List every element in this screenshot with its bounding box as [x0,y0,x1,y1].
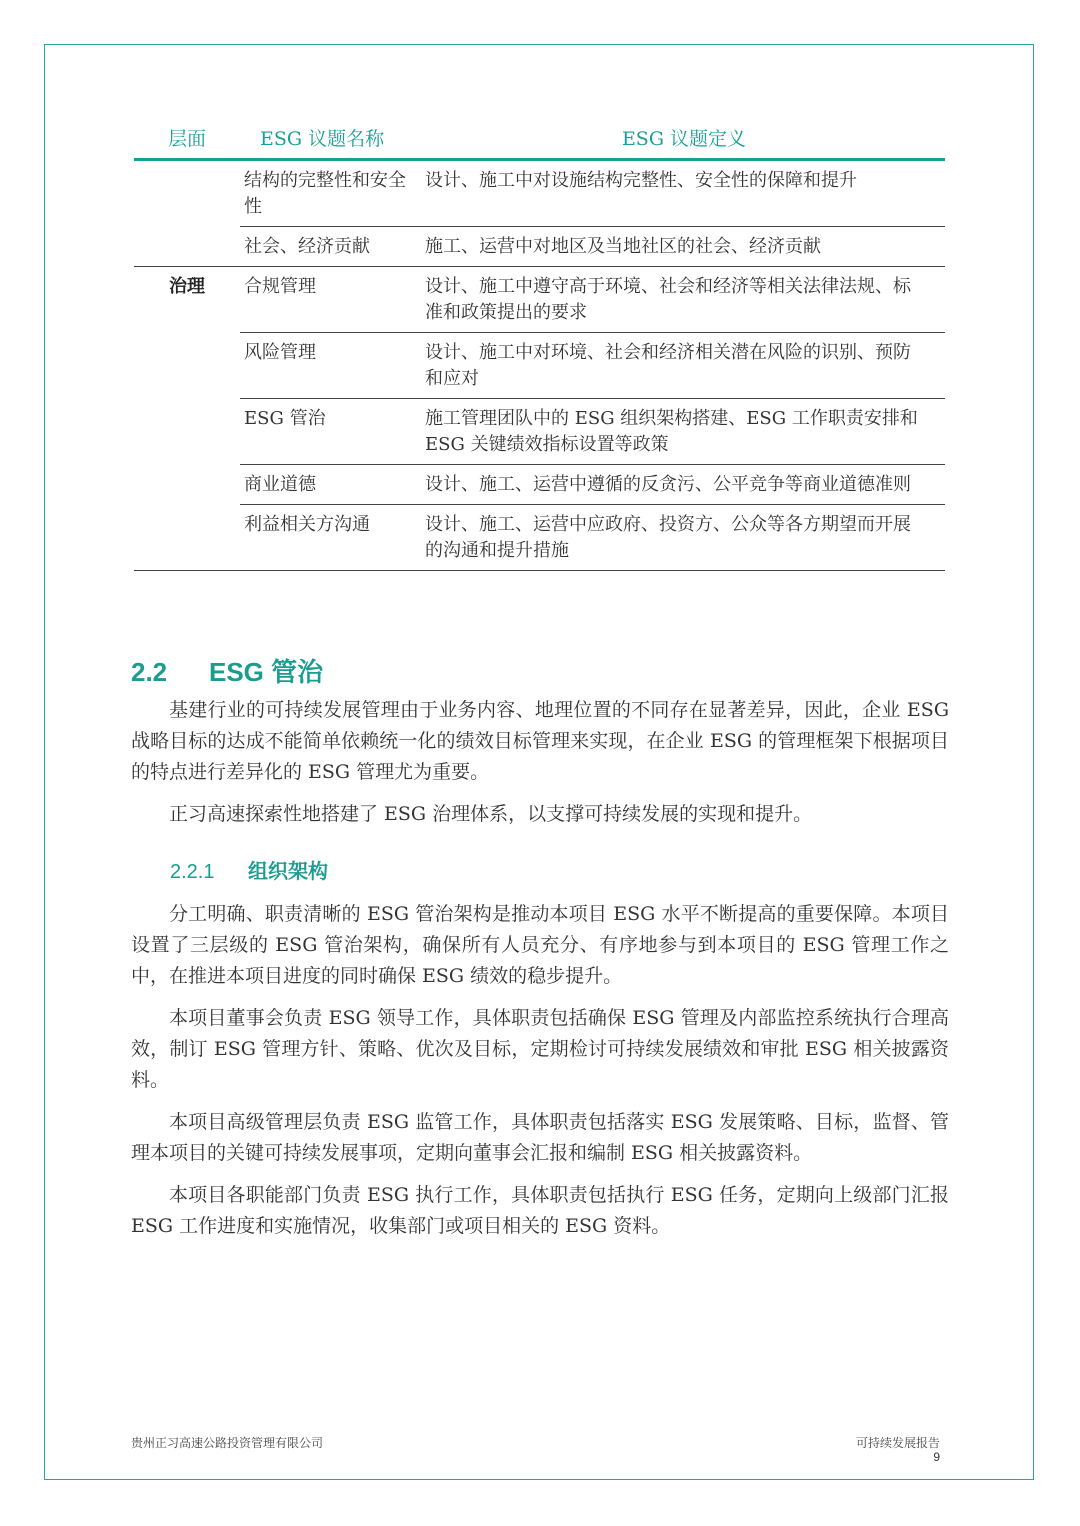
header-topic-name: ESG 议题名称 [240,122,423,160]
table-header-row [134,122,945,160]
esg-topic-table [134,122,945,571]
row-topic-name: 结构的完整性和安全性 [240,160,423,227]
table-row [134,160,945,227]
header-level: 层面 [134,122,240,160]
section-title: ESG 管治 [209,657,324,687]
row-topic-definition: 设计、施工、运营中遵循的反贪污、公平竞争等商业道德准则 [423,465,945,505]
footer-company: 贵州正习高速公路投资管理有限公司 [131,1436,324,1450]
row-topic-definition: 施工管理团队中的 ESG 组织架构搭建、ESG 工作职责安排和 ESG 关键绩效指标设置等政策 [423,399,945,465]
row-level [134,160,240,227]
section-number: 2.2 [131,657,168,687]
row-topic-name: 利益相关方沟通 [240,505,423,571]
row-topic-name: ESG 管治 [240,399,423,465]
section-heading [131,652,323,689]
body-paragraph: 基建行业的可持续发展管理由于业务内容、地理位置的不同存在显著差异，因此，企业 ESG 战略目标的达成不能简单依赖统一化的绩效目标管理来实现，在企业 ESG 的管理框架下根据项目的特点进行差异化的 ESG 管理尤为重要。 [131,699,949,783]
body-paragraph: 分工明确、职责清晰的 ESG 管治架构是推动本项目 ESG 水平不断提高的重要保障。本项目设置了三层级的 ESG 管治架构，确保所有人员充分、有序地参与到本项目的 ESG 管理工作之中，在推进本项目进度的同时确保 ESG 绩效的稳步提升。 [131,903,949,987]
row-level [134,227,240,267]
table-row [134,227,945,267]
table-row [134,399,945,465]
row-level [134,333,240,399]
subsection-title: 组织架构 [248,861,328,883]
row-level: 治理 [169,276,205,297]
subsection-heading [170,855,328,884]
table-row [134,505,945,571]
subsection-number: 2.2.1 [170,861,215,883]
header-topic-definition: ESG 议题定义 [423,122,945,160]
row-level [134,505,240,571]
row-topic-name: 社会、经济贡献 [240,227,423,267]
row-topic-definition: 设计、施工、运营中应政府、投资方、公众等各方期望而开展的沟通和提升措施 [423,505,945,571]
row-topic-definition: 施工、运营中对地区及当地社区的社会、经济贡献 [423,227,945,267]
table-row [134,465,945,505]
row-topic-name: 商业道德 [240,465,423,505]
table-row [134,267,945,333]
row-level [134,465,240,505]
row-level [134,399,240,465]
table-row [134,333,945,399]
row-topic-definition: 设计、施工中对环境、社会和经济相关潜在风险的识别、预防和应对 [423,333,945,399]
body-paragraph: 本项目高级管理层负责 ESG 监管工作，具体职责包括落实 ESG 发展策略、目标，监督、管理本项目的关键可持续发展事项，定期向董事会汇报和编制 ESG 相关披露资料。 [131,1111,949,1164]
row-topic-name: 合规管理 [240,267,423,333]
row-topic-definition: 设计、施工中遵守高于环境、社会和经济等相关法律法规、标准和政策提出的要求 [423,267,945,333]
page-number: 9 [933,1450,940,1464]
footer-report-title: 可持续发展报告 [855,1436,940,1450]
body-paragraph: 本项目各职能部门负责 ESG 执行工作，具体职责包括执行 ESG 任务，定期向上级部门汇报 ESG 工作进度和实施情况，收集部门或项目相关的 ESG 资料。 [131,1184,949,1237]
body-paragraph: 正习高速探索性地搭建了 ESG 治理体系，以支撑可持续发展的实现和提升。 [169,803,813,825]
body-paragraph: 本项目董事会负责 ESG 领导工作，具体职责包括确保 ESG 管理及内部监控系统执行合理高效，制订 ESG 管理方针、策略、优次及目标，定期检讨可持续发展绩效和审批 ESG 相关披露资料。 [131,1007,949,1091]
row-topic-name: 风险管理 [240,333,423,399]
row-topic-definition: 设计、施工中对设施结构完整性、安全性的保障和提升 [423,160,945,227]
